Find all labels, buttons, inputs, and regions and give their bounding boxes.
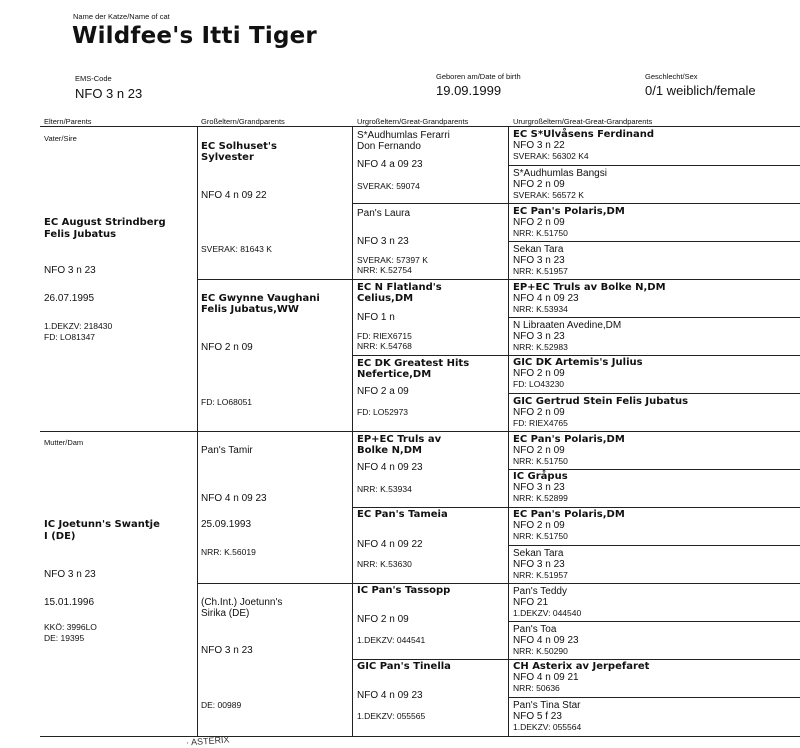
dam-name-line1: IC Joetunn's Swantje bbox=[44, 519, 160, 530]
ggp6-ems: NFO 4 n 09 22 bbox=[357, 539, 423, 550]
gggp-name: GIC DK Artemis's Julius bbox=[513, 357, 643, 368]
gggp-ems: NFO 4 n 09 21 bbox=[513, 672, 579, 683]
gggp-divider bbox=[508, 697, 800, 698]
gggp-entry-5 bbox=[513, 282, 666, 314]
ggp4-name-line1: EC DK Greatest Hits bbox=[357, 358, 470, 369]
ggp6-name: EC Pan's Tameia bbox=[357, 509, 448, 520]
gp1-name-line1: EC Solhuset's bbox=[201, 141, 277, 152]
ggp4-name-line2: Nefertice,DM bbox=[357, 369, 432, 380]
gggp-entry-10 bbox=[513, 471, 568, 503]
gggp-name: N Libraaten Avedine,DM bbox=[513, 320, 622, 331]
gggp-reg: NRR: K.51957 bbox=[513, 266, 568, 276]
ggp-divider-3 bbox=[352, 507, 800, 508]
gggp-ems: NFO 21 bbox=[513, 597, 549, 608]
gp4-name-line1: (Ch.Int.) Joetunn's bbox=[201, 597, 283, 608]
dam-name-line2: I (DE) bbox=[44, 531, 76, 542]
gggp-divider bbox=[508, 393, 800, 394]
ggp1-name-line2: Don Fernando bbox=[357, 141, 421, 152]
gggp-divider bbox=[508, 621, 800, 622]
gggp-entry-12 bbox=[513, 548, 568, 580]
gggp-name: Pan's Toa bbox=[513, 624, 557, 635]
ggp7-ems: NFO 2 n 09 bbox=[357, 614, 409, 625]
gggp-name: EP+EC Truls av Bolke N,DM bbox=[513, 282, 666, 293]
sex-value: 0/1 weiblich/female bbox=[645, 83, 756, 98]
cat-name: Wildfee's Itti Tiger bbox=[72, 23, 317, 49]
sire-dam-divider bbox=[40, 431, 800, 432]
gp-divider-dam bbox=[197, 583, 800, 584]
gp2-reg: FD: LO68051 bbox=[201, 397, 253, 407]
gggp-divider bbox=[508, 165, 800, 166]
dam-ems: NFO 3 n 23 bbox=[44, 569, 96, 580]
gp3-ems: NFO 4 n 09 23 bbox=[201, 493, 267, 504]
sire-name-line2: Felis Jubatus bbox=[44, 229, 117, 240]
sire-reg1: 1.DEKZV: 218430 bbox=[44, 321, 113, 331]
gggp-reg: NRR: 50636 bbox=[513, 683, 560, 693]
ems-label: EMS-Code bbox=[75, 74, 112, 83]
dam-label: Mutter/Dam bbox=[44, 438, 84, 447]
ggp3-reg1: FD: RIEX6715 bbox=[357, 331, 412, 341]
ggp2-reg1: SVERAK: 57397 K bbox=[357, 255, 428, 265]
gggp-name: CH Asterix av Jerpefaret bbox=[513, 661, 650, 672]
gggp-name: Sekan Tara bbox=[513, 548, 564, 559]
sex-label: Geschlecht/Sex bbox=[645, 72, 698, 81]
gggp-reg: FD: LO43230 bbox=[513, 379, 565, 389]
gggp-ems: NFO 2 n 09 bbox=[513, 407, 565, 418]
gp4-ems: NFO 3 n 23 bbox=[201, 645, 253, 656]
col-header-grandparents: Großeltern/Grandparents bbox=[201, 117, 285, 126]
ggp1-ems: NFO 4 a 09 23 bbox=[357, 159, 423, 170]
ggp8-ems: NFO 4 n 09 23 bbox=[357, 690, 423, 701]
gggp-entry-3 bbox=[513, 206, 625, 238]
sire-dob: 26.07.1995 bbox=[44, 293, 95, 304]
gggp-entry-14 bbox=[513, 624, 579, 656]
ggp8-name: GIC Pan's Tinella bbox=[357, 661, 451, 672]
gggp-name: Pan's Teddy bbox=[513, 586, 567, 597]
col-header-great-grandparents: Urgroßeltern/Great-Grandparents bbox=[357, 117, 469, 126]
bottom-rule bbox=[40, 736, 800, 737]
gggp-entry-2 bbox=[513, 168, 607, 200]
col-divider-1 bbox=[197, 126, 198, 736]
gggp-entry-7 bbox=[513, 357, 643, 389]
col-divider-2 bbox=[352, 126, 353, 736]
col-header-parents: Eltern/Parents bbox=[44, 117, 92, 126]
ggp3-name-line1: EC N Flatland's bbox=[357, 282, 442, 293]
gggp-reg: NRR: K.51750 bbox=[513, 456, 568, 466]
col-header-great-great: Ururgroßeltern/Great-Great-Grandparents bbox=[513, 117, 653, 126]
gggp-reg: NRR: K.53934 bbox=[513, 304, 568, 314]
gggp-entry-11 bbox=[513, 509, 625, 541]
gp3-name: Pan's Tamir bbox=[201, 445, 253, 456]
sire-label: Vater/Sire bbox=[44, 134, 77, 143]
sire-ems: NFO 3 n 23 bbox=[44, 265, 96, 276]
ggp4-reg: FD: LO52973 bbox=[357, 407, 409, 417]
ggp1-name-line1: S*Audhumlas Ferarri bbox=[357, 130, 450, 141]
gp1-ems: NFO 4 n 09 22 bbox=[201, 190, 267, 201]
gggp-name: Sekan Tara bbox=[513, 244, 564, 255]
ggp2-reg2: NRR: K.52754 bbox=[357, 265, 412, 275]
gggp-name: Pan's Tina Star bbox=[513, 700, 581, 711]
gp4-name-line2: Sirika (DE) bbox=[201, 608, 250, 619]
ggp2-ems: NFO 3 n 23 bbox=[357, 236, 409, 247]
gggp-ems: NFO 2 n 09 bbox=[513, 217, 565, 228]
dam-reg2: DE: 19395 bbox=[44, 633, 85, 643]
gggp-reg: NRR: K.52983 bbox=[513, 342, 568, 352]
gggp-reg: NRR: K.51750 bbox=[513, 228, 568, 238]
gggp-ems: NFO 3 n 23 bbox=[513, 255, 565, 266]
ggp3-name-line2: Celius,DM bbox=[357, 293, 414, 304]
gggp-ems: NFO 2 n 09 bbox=[513, 445, 565, 456]
dam-reg1: KKÖ: 3996LO bbox=[44, 622, 97, 632]
gggp-ems: NFO 3 n 23 bbox=[513, 331, 565, 342]
gggp-entry-15 bbox=[513, 661, 649, 693]
gggp-name: EC S*Ulvåsens Ferdinand bbox=[513, 129, 655, 140]
gggp-entry-16 bbox=[513, 700, 581, 732]
gggp-ems: NFO 2 n 09 bbox=[513, 368, 565, 379]
gp2-name-line1: EC Gwynne Vaughani bbox=[201, 293, 320, 304]
ggp3-ems: NFO 1 n bbox=[357, 312, 395, 323]
gggp-name: EC Pan's Polaris,DM bbox=[513, 509, 625, 520]
gggp-ems: NFO 5 f 23 bbox=[513, 711, 562, 722]
ggp4-ems: NFO 2 a 09 bbox=[357, 386, 409, 397]
gggp-reg: 1.DEKZV: 055564 bbox=[513, 722, 582, 732]
gggp-ems: NFO 4 n 09 23 bbox=[513, 293, 579, 304]
gp1-name-line2: Sylvester bbox=[201, 152, 254, 163]
gp2-ems: NFO 2 n 09 bbox=[201, 342, 253, 353]
footer-stamp: · ASTERIX bbox=[185, 734, 230, 748]
gp-divider-sire bbox=[197, 279, 800, 280]
gggp-ems: NFO 3 n 23 bbox=[513, 482, 565, 493]
ggp7-name: IC Pan's Tassopp bbox=[357, 585, 451, 596]
cat-name-label: Name der Katze/Name of cat bbox=[73, 12, 170, 21]
gggp-name: EC Pan's Polaris,DM bbox=[513, 434, 625, 445]
ggp5-name-line2: Bolke N,DM bbox=[357, 445, 422, 456]
ggp2-name: Pan's Laura bbox=[357, 208, 411, 219]
gggp-entry-6 bbox=[513, 320, 621, 352]
birth-value: 19.09.1999 bbox=[436, 83, 502, 98]
gp4-reg: DE: 00989 bbox=[201, 700, 242, 710]
gggp-reg: NRR: K.50290 bbox=[513, 646, 568, 656]
gggp-divider bbox=[508, 545, 800, 546]
gp3-dob: 25.09.1993 bbox=[201, 519, 252, 530]
gggp-divider bbox=[508, 469, 800, 470]
ggp8-reg: 1.DEKZV: 055565 bbox=[357, 711, 426, 721]
gggp-name: S*Audhumlas Bangsi bbox=[513, 168, 607, 179]
sire-name-line1: EC August Strindberg bbox=[44, 217, 166, 228]
gggp-reg: NRR: K.51750 bbox=[513, 531, 568, 541]
gggp-reg: FD: RIEX4765 bbox=[513, 418, 568, 428]
gggp-ems: NFO 2 n 09 bbox=[513, 179, 565, 190]
gggp-name: EC Pan's Polaris,DM bbox=[513, 206, 625, 217]
gggp-ems: NFO 2 n 09 bbox=[513, 520, 565, 531]
gggp-entry-13 bbox=[513, 586, 581, 618]
gggp-reg: 1.DEKZV: 044540 bbox=[513, 608, 582, 618]
sire-reg2: FD: LO81347 bbox=[44, 332, 96, 342]
gggp-entry-9 bbox=[513, 434, 625, 466]
gggp-name: GIC Gertrud Stein Felis Jubatus bbox=[513, 396, 689, 407]
gp1-reg: SVERAK: 81643 K bbox=[201, 244, 272, 254]
ems-value: NFO 3 n 23 bbox=[75, 86, 143, 101]
gggp-reg: SVERAK: 56302 K4 bbox=[513, 151, 589, 161]
dam-dob: 15.01.1996 bbox=[44, 597, 95, 608]
ggp5-name-line1: EP+EC Truls av bbox=[357, 434, 442, 445]
ggp5-reg: NRR: K.53934 bbox=[357, 484, 412, 494]
birth-label: Geboren am/Date of birth bbox=[436, 72, 521, 81]
gggp-ems: NFO 3 n 22 bbox=[513, 140, 565, 151]
ggp6-reg: NRR: K.53630 bbox=[357, 559, 412, 569]
gggp-entry-8 bbox=[513, 396, 688, 428]
col-divider-3 bbox=[508, 126, 509, 736]
gggp-ems: NFO 3 n 23 bbox=[513, 559, 565, 570]
gggp-ems: NFO 4 n 09 23 bbox=[513, 635, 579, 646]
gggp-reg: NRR: K.51957 bbox=[513, 570, 568, 580]
gggp-entry-1 bbox=[513, 129, 654, 161]
header-rule bbox=[40, 126, 800, 127]
gggp-name: IC Gråpus bbox=[513, 471, 568, 482]
ggp7-reg: 1.DEKZV: 044541 bbox=[357, 635, 426, 645]
gggp-reg: SVERAK: 56572 K bbox=[513, 190, 584, 200]
gp2-name-line2: Felis Jubatus,WW bbox=[201, 304, 299, 315]
ggp5-ems: NFO 4 n 09 23 bbox=[357, 462, 423, 473]
ggp3-reg2: NRR: K.54768 bbox=[357, 341, 412, 351]
ggp-divider-1 bbox=[352, 203, 800, 204]
gp3-reg: NRR: K.56019 bbox=[201, 547, 256, 557]
gggp-reg: NRR: K.52899 bbox=[513, 493, 568, 503]
gggp-divider bbox=[508, 241, 800, 242]
ggp1-reg: SVERAK: 59074 bbox=[357, 181, 420, 191]
ggp-divider-4 bbox=[352, 659, 800, 660]
ggp-divider-2 bbox=[352, 355, 800, 356]
gggp-entry-4 bbox=[513, 244, 568, 276]
gggp-divider bbox=[508, 317, 800, 318]
